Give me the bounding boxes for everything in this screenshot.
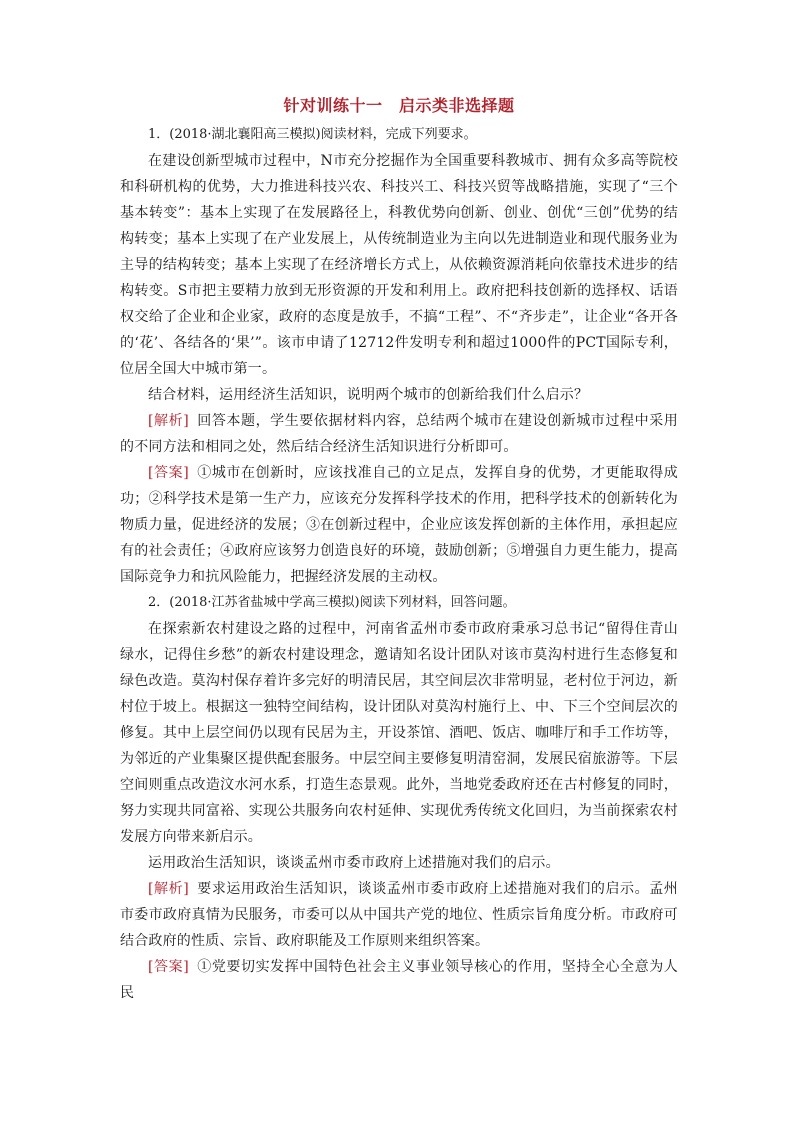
question-2-prompt: 运用政治生活知识，谈谈孟州市委市政府上述措施对我们的启示。 xyxy=(148,855,560,871)
question-1-answer xyxy=(120,460,678,590)
question-1-material: 在建设创新型城市过程中，N市充分挖掘作为全国重要科教城市、拥有众多高等院校和科研机构的优势，大力推进科技兴农、科技兴工、科技兴贸等战略措施，实现了“三个基本转变”：基本上实现了在发展路径上，科教优势向创新、创业、创优“三创”优势的结构转变；基本上实现了在产业发展上，从传统制造业为主向以先进制造业和现代服务业为主导的结构转变；基本上实现了在经济增长方式上，从依赖资源消耗向依靠技术进步的结构转变。S市把主要精力放到无形资源的开发和利用上。政府把科技创新的选择权、话语权交给了企业和企业家，政府的态度是放手，不搞“工程”、不“齐步走”，让企业“各开各的‘花’、各结各的‘果’”。该市申请了12712件发明专利和超过1000件的PCT国际专利，位居全国大中城市第一。 xyxy=(120,153,678,377)
answer-label: [答案] xyxy=(148,959,189,975)
question-2-answer xyxy=(120,954,678,1006)
question-1 xyxy=(120,122,678,590)
analysis-text: 回答本题，学生要依据材料内容，总结两个城市在建设创新城市过程中采用的不同方法和相同之处，然后结合经济生活知识进行分析即可。 xyxy=(120,413,678,455)
analysis-label: [解析] xyxy=(148,881,189,897)
answer-text: ①党要切实发挥中国特色社会主义事业领导核心的作用，坚持全心全意为人民 xyxy=(120,959,678,1001)
question-2 xyxy=(120,590,678,1006)
question-2-analysis xyxy=(120,876,678,954)
answer-label: [答案] xyxy=(148,465,189,481)
analysis-label: [解析] xyxy=(148,413,189,429)
question-2-heading: 2．(2018·江苏省盐城中学高三模拟)阅读下列材料，回答问题。 xyxy=(148,595,516,610)
answer-text: ①城市在创新时，应该找准自己的立足点，发挥自身的优势，才更能取得成功；②科学技术是第一生产力，应该充分发挥科学技术的作用，把科学技术的创新转化为物质力量，促进经济的发展；③在创新过程中，企业应该发挥创新的主体作用，承担起应有的社会责任；④政府应该努力创造良好的环境，鼓励创新；⑤增强自力更生能力，提高国际竞争力和抗风险能力，把握经济发展的主动权。 xyxy=(120,465,678,585)
question-1-prompt: 结合材料，运用经济生活知识，说明两个城市的创新给我们什么启示？ xyxy=(148,387,589,403)
question-1-analysis xyxy=(120,408,678,460)
page-title: 针对训练十一 启示类非选择题 xyxy=(283,96,515,115)
question-1-heading: 1．(2018·湖北襄阳高三模拟)阅读材料，完成下列要求。 xyxy=(148,127,477,142)
document-page xyxy=(120,95,678,1006)
question-2-material: 在探索新农村建设之路的过程中，河南省孟州市委市政府秉承习总书记“留得住青山绿水，记得住乡愁”的新农村建设理念，邀请知名设计团队对该市莫沟村进行生态修复和绿色改造。莫沟村保存着许多完好的明清民居，其空间层次非常明显，老村位于河边，新村位于坡上。根据这一独特空间结构，设计团队对莫沟村施行上、中、下三个空间层次的修复。其中上层空间仍以现有民居为主，开设茶馆、酒吧、饭店、咖啡厅和手工作坊等，为邻近的产业集聚区提供配套服务。中层空间主要修复明清窑洞，发展民宿旅游等。下层空间则重点改造汶水河水系，打造生态景观。此外，当地党委政府还在古村修复的同时，努力实现共同富裕、实现公共服务向农村延伸、实现优秀传统文化回归，为当前探索农村发展方向带来新启示。 xyxy=(120,621,678,845)
analysis-text: 要求运用政治生活知识，谈谈孟州市委市政府上述措施对我们的启示。孟州市委市政府真情为民服务，市委可以从中国共产党的地位、性质宗旨角度分析。市政府可结合政府的性质、宗旨、政府职能及工作原则来组织答案。 xyxy=(120,881,678,949)
